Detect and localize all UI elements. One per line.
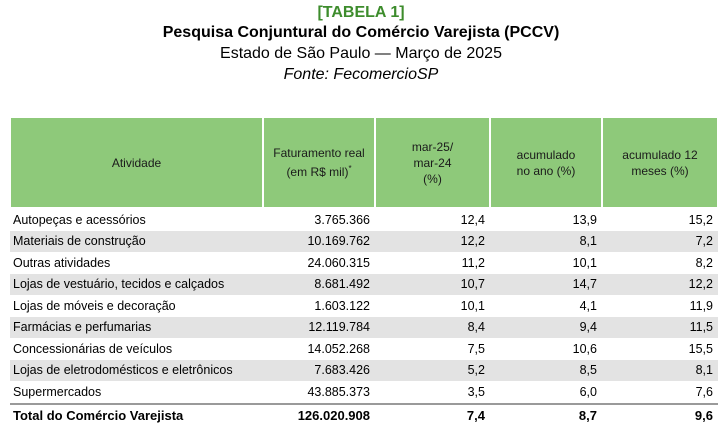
cell-mom: 10,7 [375, 274, 490, 296]
table-row [10, 338, 718, 360]
cell-activity: Lojas de móveis e decoração [13, 298, 176, 313]
col-header-ytd-line1: acumulado [516, 147, 576, 162]
cell-activity: Concessionárias de veículos [13, 341, 173, 356]
total-ytd: 8,7 [490, 404, 602, 427]
table-tag: [TABELA 1] [317, 4, 405, 21]
cell-revenue: 14.052.268 [307, 341, 370, 356]
total-mom: 7,4 [375, 404, 490, 427]
col-header-12m [602, 117, 718, 208]
cell-12m: 15,5 [688, 341, 713, 356]
footnote-mark: * [348, 164, 352, 173]
table-row [10, 317, 718, 339]
table-row [10, 295, 718, 317]
cell-revenue: 7.683.426 [263, 360, 375, 382]
cell-12m: 11,5 [602, 317, 718, 339]
cell-12m: 8,1 [602, 360, 718, 382]
col-header-mom [375, 117, 490, 208]
cell-mom: 7,5 [467, 341, 485, 356]
cell-ytd: 13,9 [572, 212, 597, 227]
retail-table [9, 116, 719, 426]
cell-mom: 3,5 [467, 384, 485, 399]
table-row [10, 231, 718, 253]
total-revenue: 126.020.908 [263, 404, 375, 427]
cell-12m: 12,2 [602, 274, 718, 296]
cell-revenue: 43.885.373 [307, 384, 370, 399]
table-header-row [10, 117, 718, 208]
table-row [10, 381, 718, 404]
cell-revenue: 1.603.122 [314, 298, 370, 313]
cell-ytd: 4,1 [579, 298, 597, 313]
cell-activity: Farmácias e perfumarias [10, 317, 263, 339]
col-header-revenue-line1: Faturamento real [273, 146, 365, 160]
retail-table-container [9, 116, 717, 426]
col-header-revenue [263, 117, 375, 208]
cell-revenue: 8.681.492 [263, 274, 375, 296]
cell-ytd: 14,7 [490, 274, 602, 296]
cell-12m: 7,6 [695, 384, 713, 399]
report-subtitle: Estado de São Paulo — Março de 2025 [220, 45, 502, 62]
table-row [10, 274, 718, 296]
col-header-mom-line1: mar-25/ [411, 139, 454, 154]
cell-revenue: 3.765.366 [314, 212, 370, 227]
cell-mom: 10,1 [460, 298, 485, 313]
cell-ytd: 9,4 [490, 317, 602, 339]
col-header-ytd-line2: no ano (%) [516, 163, 576, 178]
report-title: Pesquisa Conjuntural do Comércio Varejista (PCCV) [162, 24, 560, 41]
cell-activity: Materiais de construção [10, 231, 263, 253]
cell-12m: 7,2 [602, 231, 718, 253]
cell-activity: Outras atividades [13, 255, 111, 270]
col-header-12m-line1: acumulado 12 [622, 147, 698, 162]
table-row [10, 252, 718, 274]
cell-12m: 8,2 [695, 255, 713, 270]
table-row [10, 208, 718, 231]
cell-mom: 5,2 [375, 360, 490, 382]
cell-mom: 11,2 [461, 255, 485, 270]
cell-revenue: 10.169.762 [263, 231, 375, 253]
cell-ytd: 6,0 [579, 384, 597, 399]
cell-revenue: 12.119.784 [263, 317, 375, 339]
cell-12m: 11,9 [689, 298, 713, 313]
cell-ytd: 10,1 [572, 255, 597, 270]
cell-12m: 15,2 [688, 212, 713, 227]
col-header-revenue-line2: (em R$ mil) [286, 165, 349, 179]
col-header-activity [10, 117, 263, 208]
cell-revenue: 24.060.315 [307, 255, 370, 270]
col-header-activity-label: Atividade [111, 155, 162, 170]
total-12m: 9,6 [602, 404, 718, 427]
report-header [0, 0, 722, 85]
report-source: Fonte: FecomercioSP [283, 66, 439, 83]
cell-activity: Lojas de vestuário, tecidos e calçados [10, 274, 263, 296]
total-activity: Total do Comércio Varejista [10, 404, 263, 427]
cell-mom: 8,4 [375, 317, 490, 339]
cell-activity: Supermercados [13, 384, 102, 399]
cell-ytd: 8,1 [490, 231, 602, 253]
col-header-mom-line2: mar-24 [413, 155, 452, 170]
table-row [10, 360, 718, 382]
cell-activity: Autopeças e acessórios [13, 212, 146, 227]
cell-ytd: 10,6 [572, 341, 597, 356]
cell-ytd: 8,5 [490, 360, 602, 382]
total-row [10, 404, 718, 427]
col-header-12m-line2: meses (%) [631, 163, 689, 178]
cell-activity: Lojas de eletrodomésticos e eletrônicos [10, 360, 263, 382]
cell-mom: 12,4 [460, 212, 485, 227]
cell-mom: 12,2 [375, 231, 490, 253]
col-header-ytd [490, 117, 602, 208]
col-header-mom-line3: (%) [423, 171, 442, 186]
